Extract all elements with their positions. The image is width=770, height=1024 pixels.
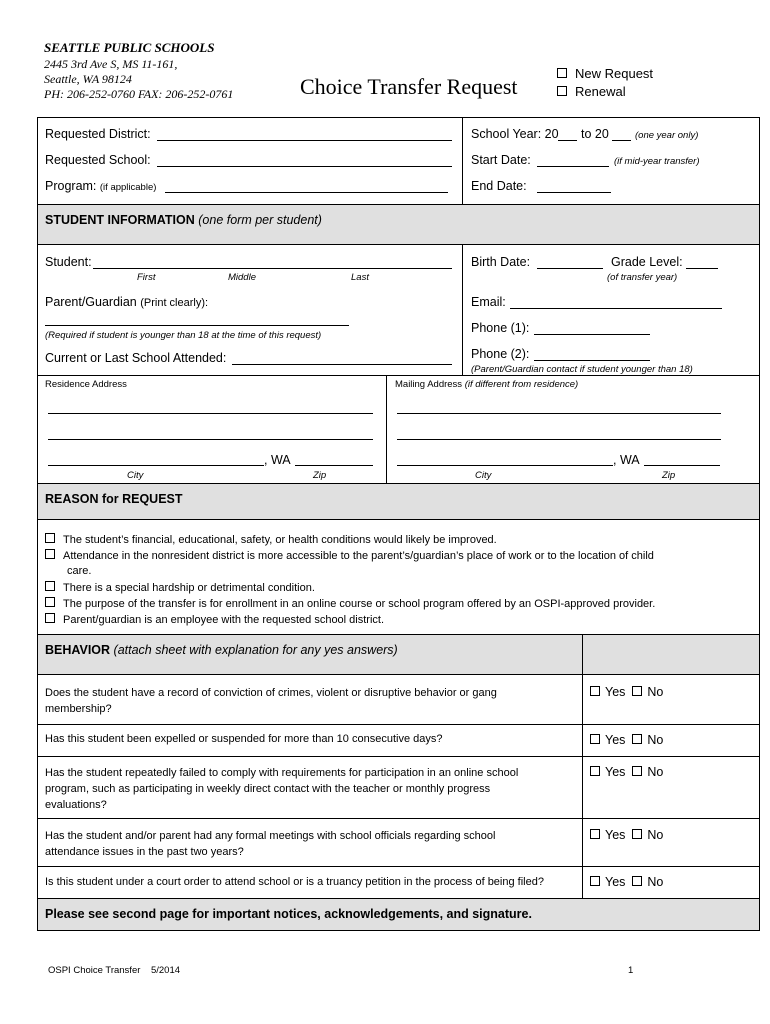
start-date-field[interactable] bbox=[537, 166, 609, 167]
requested-school-label: Requested School: bbox=[45, 153, 151, 167]
residence-line-1[interactable] bbox=[48, 413, 373, 414]
birth-date-field[interactable] bbox=[537, 268, 603, 269]
parent-guardian-label: Parent/Guardian (Print clearly): bbox=[45, 295, 209, 309]
student-label: Student: bbox=[45, 255, 92, 269]
yes-no-answer[interactable]: Yes No bbox=[590, 828, 663, 842]
behavior-heading: BEHAVIOR (attach sheet with explanation for any yes answers) bbox=[45, 643, 398, 657]
checkbox-icon[interactable] bbox=[632, 766, 642, 776]
checkbox-icon[interactable] bbox=[590, 829, 600, 839]
checkbox-icon[interactable] bbox=[590, 766, 600, 776]
student-info-heading: STUDENT INFORMATION (one form per student) bbox=[45, 213, 322, 227]
renewal-option[interactable] bbox=[557, 84, 626, 99]
start-date-note: (if mid-year transfer) bbox=[614, 156, 700, 167]
last-name-caption: Last bbox=[351, 272, 369, 283]
second-page-notice: Please see second page for important notices, acknowledgements, and signature. bbox=[45, 907, 532, 921]
new-request-label: New Request bbox=[575, 66, 654, 81]
checkbox-icon[interactable] bbox=[45, 613, 55, 623]
checkbox-icon[interactable] bbox=[45, 581, 55, 591]
org-name: SEATTLE PUBLIC SCHOOLS bbox=[44, 40, 215, 55]
checkbox-icon[interactable] bbox=[590, 876, 600, 886]
program-field[interactable] bbox=[165, 192, 448, 193]
grade-level-label: Grade Level: bbox=[611, 255, 683, 269]
birth-date-label: Birth Date: bbox=[471, 255, 531, 269]
parent-required-note: (Required if student is younger than 18 at the time of this request) bbox=[45, 330, 322, 341]
first-name-caption: First bbox=[137, 272, 156, 283]
grade-level-note: (of transfer year) bbox=[607, 272, 678, 283]
reason-item-continuation: care. bbox=[67, 565, 92, 577]
yes-no-answer[interactable]: Yes No bbox=[590, 733, 663, 747]
phone-2-field[interactable] bbox=[534, 360, 650, 361]
renewal-label: Renewal bbox=[575, 84, 626, 99]
residence-wa: , WA bbox=[264, 453, 291, 467]
start-date-label: Start Date: bbox=[471, 153, 531, 167]
email-field[interactable] bbox=[510, 308, 722, 309]
mailing-zip-caption: Zip bbox=[662, 470, 676, 481]
mailing-wa: , WA bbox=[613, 453, 640, 467]
student-name-field[interactable] bbox=[93, 268, 452, 269]
residence-city-field[interactable] bbox=[48, 465, 264, 466]
yes-no-answer[interactable]: Yes No bbox=[590, 875, 663, 889]
new-request-option[interactable] bbox=[557, 66, 653, 81]
checkbox-icon[interactable] bbox=[45, 533, 55, 543]
school-year-note: (one year only) bbox=[635, 130, 699, 141]
address-line-1: 2445 3rd Ave S, MS 11-161, bbox=[44, 57, 178, 71]
residence-zip-field[interactable] bbox=[295, 465, 373, 466]
mailing-line-2[interactable] bbox=[397, 439, 721, 440]
reason-item[interactable]: The student’s financial, educational, safety, or health conditions would likely be improved. bbox=[45, 533, 497, 546]
checkbox-icon[interactable] bbox=[557, 68, 567, 78]
phone-1-label: Phone (1): bbox=[471, 321, 530, 335]
email-label: Email: bbox=[471, 295, 506, 309]
residence-line-2[interactable] bbox=[48, 439, 373, 440]
end-date-label: End Date: bbox=[471, 179, 527, 193]
checkbox-icon[interactable] bbox=[632, 829, 642, 839]
school-year-start-field[interactable] bbox=[558, 140, 577, 141]
reason-item[interactable]: Parent/guardian is an employee with the requested school district. bbox=[45, 613, 384, 626]
residence-address-label: Residence Address bbox=[45, 379, 127, 390]
school-year-to: to 20 bbox=[581, 127, 609, 141]
phone-note: (Parent/Guardian contact if student younger than 18) bbox=[471, 364, 693, 375]
checkbox-icon[interactable] bbox=[590, 734, 600, 744]
mailing-zip-field[interactable] bbox=[644, 465, 720, 466]
requested-school-field[interactable] bbox=[157, 166, 452, 167]
behavior-question: Is this student under a court order to attend school or is a truancy petition in the process of being filed? bbox=[45, 876, 544, 888]
requested-district-label: Requested District: bbox=[45, 127, 151, 141]
student-info-note: (one form per student) bbox=[198, 213, 322, 227]
program-note: (if applicable) bbox=[99, 182, 157, 193]
residence-zip-caption: Zip bbox=[313, 470, 327, 481]
mailing-city-field[interactable] bbox=[397, 465, 613, 466]
end-date-field[interactable] bbox=[537, 192, 611, 193]
checkbox-icon[interactable] bbox=[45, 597, 55, 607]
checkbox-icon[interactable] bbox=[632, 734, 642, 744]
program-label: Program: (if applicable) bbox=[45, 179, 157, 193]
parent-guardian-field[interactable] bbox=[45, 325, 349, 326]
school-year-end-field[interactable] bbox=[612, 140, 631, 141]
reason-item[interactable]: There is a special hardship or detrimental condition. bbox=[45, 581, 315, 594]
mailing-city-caption: City bbox=[475, 470, 492, 481]
reason-item[interactable]: The purpose of the transfer is for enrollment in an online course or school program offered by an OSPI-approved provider. bbox=[45, 597, 655, 610]
address-line-2: Seattle, WA 98124 bbox=[44, 72, 132, 86]
requested-district-field[interactable] bbox=[157, 140, 452, 141]
current-school-label: Current or Last School Attended: bbox=[45, 351, 227, 365]
form-title: Choice Transfer Request bbox=[300, 74, 518, 99]
phone-fax: PH: 206-252-0760 FAX: 206-252-0761 bbox=[44, 87, 234, 101]
yes-no-answer[interactable]: Yes No bbox=[590, 765, 663, 779]
yes-no-answer[interactable]: Yes No bbox=[590, 685, 663, 699]
school-year-label: School Year: 20 bbox=[471, 127, 559, 141]
phone-2-label: Phone (2): bbox=[471, 347, 530, 361]
reason-item[interactable]: Attendance in the nonresident district is more accessible to the parent’s/guardian’s place of work or to the location of child bbox=[45, 549, 654, 562]
behavior-question: Has the student and/or parent had any formal meetings with school officials regarding school attendance issues in the past two years? bbox=[45, 830, 496, 858]
behavior-question: Has this student been expelled or suspended for more than 10 consecutive days? bbox=[45, 733, 443, 745]
mailing-line-1[interactable] bbox=[397, 413, 721, 414]
middle-name-caption: Middle bbox=[228, 272, 256, 283]
page-number: 1 bbox=[628, 965, 634, 976]
mailing-address-note: (if different from residence) bbox=[464, 379, 579, 390]
checkbox-icon[interactable] bbox=[557, 86, 567, 96]
grade-level-field[interactable] bbox=[686, 268, 718, 269]
reason-heading: REASON for REQUEST bbox=[45, 492, 183, 506]
parent-guardian-note: (Print clearly): bbox=[140, 297, 209, 309]
checkbox-icon[interactable] bbox=[632, 876, 642, 886]
behavior-question: Does the student have a record of conviction of crimes, violent or disruptive behavior or gang membership? bbox=[45, 687, 497, 715]
phone-1-field[interactable] bbox=[534, 334, 650, 335]
checkbox-icon[interactable] bbox=[632, 686, 642, 696]
form-id: OSPI Choice Transfer 5/2014 bbox=[48, 965, 181, 976]
current-school-field[interactable] bbox=[232, 364, 452, 365]
checkbox-icon[interactable] bbox=[590, 686, 600, 696]
behavior-question: Has the student repeatedly failed to comply with requirements for participation in an online school program, such as participating in weekly direct contact with the teacher or monthly progress evaluations? bbox=[45, 767, 519, 811]
behavior-note: (attach sheet with explanation for any yes answers) bbox=[113, 643, 398, 657]
mailing-address-label: Mailing Address (if different from residence) bbox=[395, 379, 579, 390]
residence-city-caption: City bbox=[127, 470, 144, 481]
checkbox-icon[interactable] bbox=[45, 549, 55, 559]
